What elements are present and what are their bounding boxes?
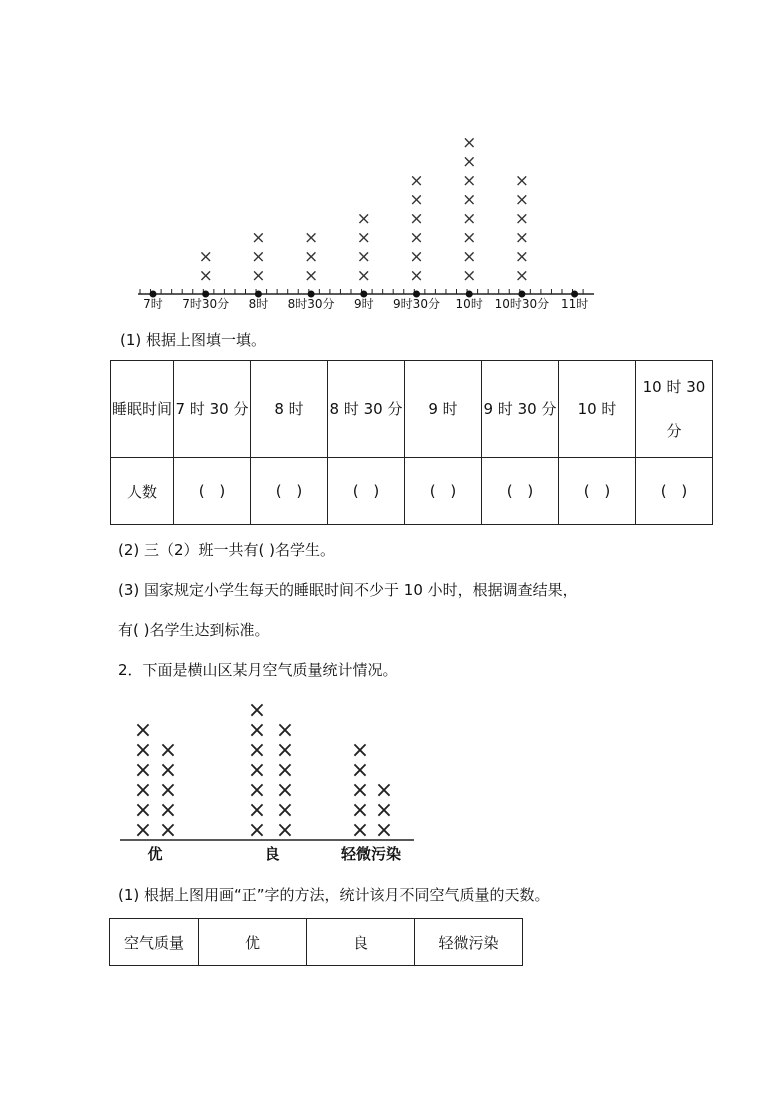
sleep-time-col: 8 时 30 分 xyxy=(328,361,405,458)
air-quality-chart xyxy=(0,690,780,870)
air-category-label: 优 xyxy=(147,845,163,863)
axis-label: 7时30分 xyxy=(182,297,230,311)
sleep-time-header: 睡眠时间 xyxy=(111,361,174,458)
air-x-mark: × xyxy=(350,818,370,843)
question-3-line-1: (3) 国家规定小学生每天的睡眠时间不少于 10 小时，根据调查结果， xyxy=(118,581,578,599)
axis-label: 8时 xyxy=(248,297,269,311)
air-x-mark: × xyxy=(275,818,295,843)
sleep-x-mark: × xyxy=(303,228,319,248)
sleep-x-mark: × xyxy=(251,228,266,248)
sleep-time-col: 9 时 xyxy=(405,361,482,458)
air-quality-header: 空气质量 xyxy=(110,919,199,966)
axis-label: 9时30分 xyxy=(393,297,440,311)
air-x-mark: × xyxy=(158,778,178,803)
sleep-x-mark: × xyxy=(514,171,530,191)
air-quality-col: 良 xyxy=(307,919,415,966)
air-x-mark: × xyxy=(133,758,153,783)
air-x-mark: × xyxy=(158,758,178,783)
air-x-mark: × xyxy=(133,718,153,743)
count-blank[interactable]: ( ) xyxy=(405,458,482,525)
sleep-time-col: 9 时 30 分 xyxy=(482,361,559,458)
air-x-mark: × xyxy=(133,798,153,823)
air-x-mark: × xyxy=(275,778,295,803)
air-x-mark: × xyxy=(158,738,178,763)
sleep-x-mark: × xyxy=(356,228,371,248)
sleep-x-mark: × xyxy=(303,247,319,267)
problem-2-title: 2．下面是横山区某月空气质量统计情况。 xyxy=(118,661,398,679)
sleep-x-mark: × xyxy=(251,266,266,286)
air-x-mark: × xyxy=(350,798,370,823)
air-x-mark: × xyxy=(158,818,178,843)
sleep-x-mark: × xyxy=(356,247,371,267)
count-blank[interactable]: ( ) xyxy=(328,458,405,525)
air-x-mark: × xyxy=(133,738,153,763)
air-x-mark: × xyxy=(247,818,267,843)
sleep-x-mark: × xyxy=(462,190,477,210)
air-x-mark: × xyxy=(247,698,267,723)
air-x-mark: × xyxy=(350,758,370,783)
air-x-mark: × xyxy=(374,778,394,803)
air-quality-col: 优 xyxy=(199,919,307,966)
sleep-dot-plot xyxy=(0,0,780,320)
sleep-x-mark: × xyxy=(303,266,319,286)
sleep-x-mark: × xyxy=(462,133,477,153)
air-x-mark: × xyxy=(275,718,295,743)
sleep-x-mark: × xyxy=(409,228,424,248)
axis-label: 10时30分 xyxy=(494,297,550,311)
air-x-mark: × xyxy=(374,818,394,843)
sleep-x-mark: × xyxy=(409,247,424,267)
air-x-mark: × xyxy=(275,758,295,783)
question-1-prompt: (1) 根据上图填一填。 xyxy=(120,331,267,349)
axis-label: 8时30分 xyxy=(287,297,335,311)
axis-label: 7时 xyxy=(143,297,163,311)
sleep-time-col: 8 时 xyxy=(251,361,328,458)
sleep-x-mark: × xyxy=(409,171,424,191)
count-blank[interactable]: ( ) xyxy=(559,458,636,525)
sleep-x-mark: × xyxy=(251,247,266,267)
sleep-time-col: 7 时 30 分 xyxy=(174,361,251,458)
air-quality-table xyxy=(109,918,523,966)
sleep-x-mark: × xyxy=(514,247,530,267)
air-category-label: 良 xyxy=(264,845,280,863)
sleep-x-mark: × xyxy=(462,209,477,229)
count-header: 人数 xyxy=(111,458,174,525)
axis-label: 10时 xyxy=(455,297,483,311)
sleep-time-table xyxy=(110,360,713,525)
sleep-x-mark: × xyxy=(462,247,477,267)
sleep-x-mark: × xyxy=(514,209,530,229)
sleep-time-col: 10 时 30 分 xyxy=(636,361,713,458)
air-quality-col: 轻微污染 xyxy=(415,919,523,966)
sleep-x-mark: × xyxy=(462,152,477,172)
air-x-mark: × xyxy=(247,778,267,803)
sleep-x-mark: × xyxy=(462,266,477,286)
sleep-x-mark: × xyxy=(514,190,530,210)
air-x-mark: × xyxy=(350,778,370,803)
axis-label: 11时 xyxy=(560,297,589,311)
air-question-1-prompt: (1) 根据上图用画“正”字的方法，统计该月不同空气质量的天数。 xyxy=(118,886,550,904)
air-x-mark: × xyxy=(374,798,394,823)
sleep-x-mark: × xyxy=(356,266,371,286)
sleep-x-mark: × xyxy=(409,209,424,229)
axis-label: 9时 xyxy=(353,297,374,311)
sleep-x-mark: × xyxy=(409,266,424,286)
air-x-mark: × xyxy=(133,778,153,803)
sleep-x-mark: × xyxy=(462,228,477,248)
count-blank[interactable]: ( ) xyxy=(482,458,559,525)
air-x-mark: × xyxy=(133,818,153,843)
sleep-x-mark: × xyxy=(514,228,530,248)
air-x-mark: × xyxy=(247,718,267,743)
sleep-x-mark: × xyxy=(356,209,371,229)
sleep-x-mark: × xyxy=(462,171,477,191)
air-x-mark: × xyxy=(247,798,267,823)
air-x-mark: × xyxy=(350,738,370,763)
question-2-prompt: (2) 三（2）班一共有( )名学生。 xyxy=(118,541,336,559)
air-x-mark: × xyxy=(247,758,267,783)
question-3-line-2: 有( )名学生达到标准。 xyxy=(118,621,270,639)
count-blank[interactable]: ( ) xyxy=(251,458,328,525)
sleep-x-mark: × xyxy=(198,247,213,267)
sleep-time-col: 10 时 xyxy=(559,361,636,458)
count-blank[interactable]: ( ) xyxy=(636,458,713,525)
sleep-x-mark: × xyxy=(409,190,424,210)
sleep-x-mark: × xyxy=(514,266,530,286)
air-category-label: 轻微污染 xyxy=(340,845,402,863)
sleep-x-mark: × xyxy=(198,266,213,286)
air-x-mark: × xyxy=(247,738,267,763)
air-x-mark: × xyxy=(275,798,295,823)
air-x-mark: × xyxy=(158,798,178,823)
air-x-mark: × xyxy=(275,738,295,763)
count-blank[interactable]: ( ) xyxy=(174,458,251,525)
